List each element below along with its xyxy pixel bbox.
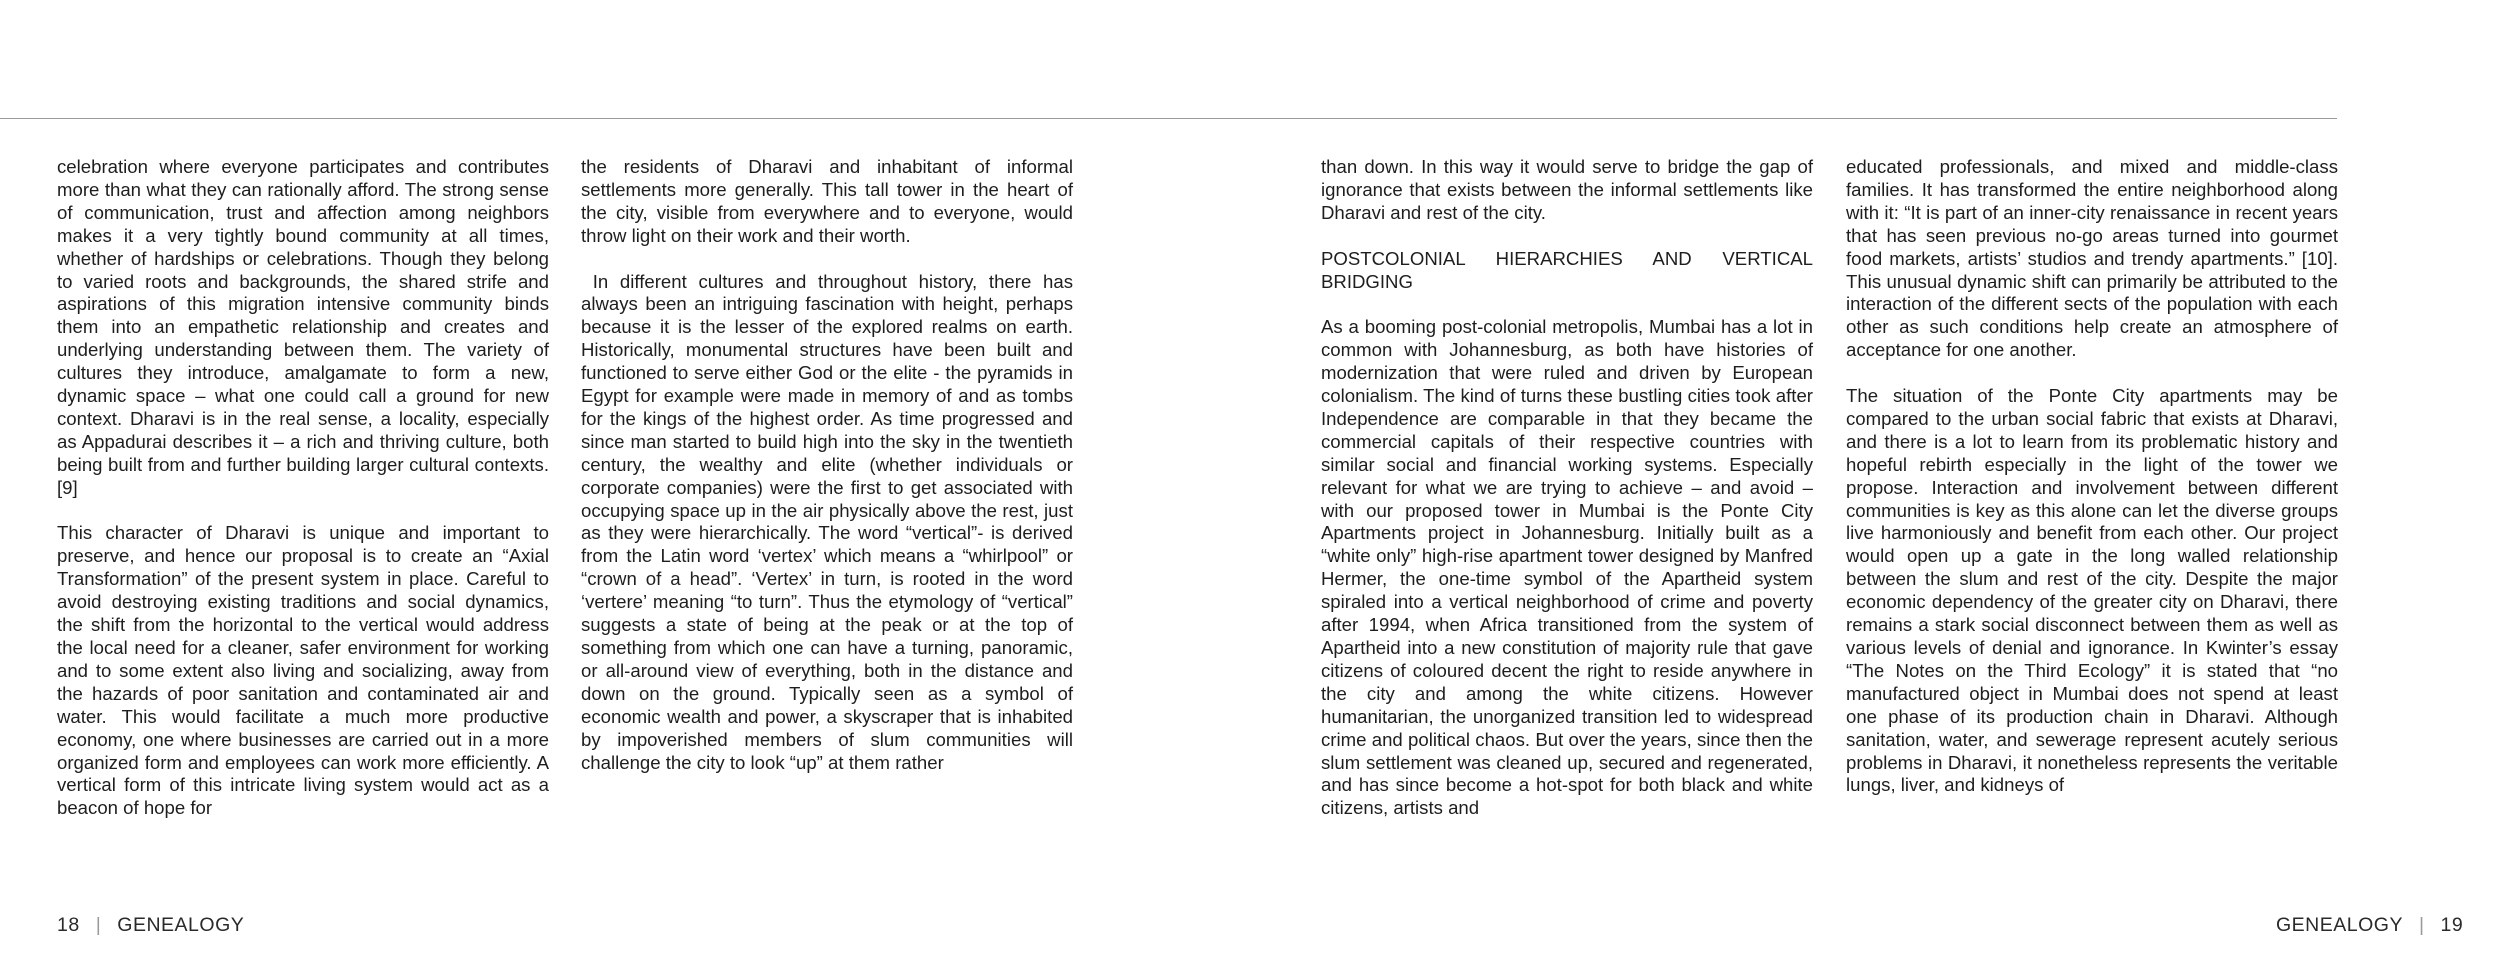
paragraph: This character of Dharavi is unique and important to preserve, and hence our proposal is to create an “Axial Transformation” of the present system in place. Careful to avoid destroying existing traditions and social dynamics, the shift from the horizontal to the vertical would address the local need for a cleaner, safer environment for working and to some extent also living and socializing, away from the hazards of poor sanitation and contaminated air and water. This would facilitate a much more productive economy, one where businesses are carried out in a more organized form and employees can work more efficiently. A vertical form of this intricate living system would act as a beacon of hope for xyxy=(57,522,549,819)
paragraph: In different cultures and throughout history, there has always been an intriguing fascination with height, perhaps because it is the lesser of the explored realms on earth. Historically, monumental structures have been built and functioned to serve either God or the elite - the pyramids in Egypt for example were made in memory of and as tombs for the kings of the highest order. As time progressed and since man started to build high into the sky in the twentieth century, the wealthy and elite (whether individuals or corporate companies) were the first to get associated with occupying space up in the air physically above the rest, just as they were hierarchically. The word “vertical”- is derived from the Latin word ‘vertex’ which means a “whirlpool” or “crown of a head”. ‘Vertex’ in turn, is rooted in the word ‘vertere’ meaning “to turn”. Thus the etymology of “vertical” suggests a state of being at the peak or at the top of something from which one can have a turning, panoramic, or all-around view of everything, both in the distance and down on the ground. Typically seen as a symbol of economic wealth and power, a skyscraper that is inhabited by impoverished members of slum communities will challenge the city to look “up” at them rather xyxy=(581,270,1079,773)
paragraph: As a booming post-colonial metropolis, Mumbai has a lot in common with Johannesburg, as both have histories of modernization that were ruled and driven by European colonialism. The kind of turns these bustling cities took after Independence are comparable in that they became the commercial capitals of their respective countries with similar social and financial working systems. Especially relevant for what we are trying to achieve – and avoid – with our proposed tower in Mumbai is the Ponte City Apartments project in Johannesburg. Initially built as a “white only” high-rise apartment tower designed by Manfred Hermer, the one-time symbol of the Apartheid system spiraled into a vertical neighborhood of crime and poverty after 1994, when Africa transitioned from the system of Apartheid into a new constitution of majority rule that gave citizens of coloured decent the right to reside anywhere in the city and among the white citizens. However humanitarian, the unorganized transition led to widespread crime and political chaos. But over the years, since then the slum settlement was cleaned up, secured and regenerated, and has since become a hot-spot for both black and white citizens, artists and xyxy=(1321,316,1813,819)
header-rule xyxy=(0,118,2337,119)
right-page-footer xyxy=(2276,914,2463,937)
paragraph: than down. In this way it would serve to bridge the gap of ignorance that exists between the informal settlements like Dharavi and rest of the city. xyxy=(1321,156,1813,223)
right-page-column-1 xyxy=(1321,156,1813,872)
footer-divider: | xyxy=(95,914,102,936)
paragraph: celebration where everyone participates and contributes more than what they can rationally afford. The strong sense of communication, trust and affection among neighbors makes it a very tightly bound community at all times, whether of hardships or celebrations. Though they belong to varied roots and backgrounds, the shared strife and aspirations of this migration intensive community binds them into an empathetic relationship and creates and underlying understanding between them. The variety of cultures they introduce, amalgamate to form a new, dynamic space – what one could call a ground for new context. Dharavi is in the real sense, a locality, especially as Appadurai describes it – a rich and thriving culture, both being built from and further building larger cultural contexts. [9] xyxy=(57,156,549,498)
page-number: 18 xyxy=(57,914,80,936)
paragraph: the residents of Dharavi and inhabitant of informal settlements more generally. This tall tower in the heart of the city, visible from everywhere and to everyone, would throw light on their work and their worth. xyxy=(581,156,1073,246)
footer-divider: | xyxy=(2418,914,2425,936)
section-heading: POSTCOLONIAL HIERARCHIES AND VERTICAL BRIDGING xyxy=(1321,247,1813,292)
paragraph: educated professionals, and mixed and middle-class families. It has transformed the entire neighborhood along with it: “It is part of an inner-city renaissance in recent years that has seen previous no-go areas turned into gourmet food markets, artists’ studios and trendy apartments.” [10]. This unusual dynamic shift can primarily be attributed to the interaction of the different sects of the population with each other as such conditions help create an atmosphere of acceptance for one another. xyxy=(1846,156,2338,361)
page-number: 19 xyxy=(2440,914,2464,936)
left-page-footer xyxy=(57,914,244,937)
left-page-column-2 xyxy=(581,156,1079,872)
paragraph: The situation of the Ponte City apartments may be compared to the urban social fabric that exists at Dharavi, and there is a lot to learn from its problematic history and hopeful rebirth especially in the light of the tower we propose. Interaction and involvement between different communities is key as this alone can let the diverse groups live harmoniously and benefit from each other. Our project would open up a gate in the long walled relationship between the slum and rest of the city. Despite the major economic dependency of the greater city on Dharavi, there remains a stark social disconnect between them as well as various levels of denial and ignorance. In Kwinter’s essay “The Notes on the Third Ecology” it is stated that “no manufactured object in Mumbai does not spend at least one phase of its production chain in Dharavi. Although sanitation, water, and sewerage represent acutely serious problems in Dharavi, it nonetheless represents the veritable lungs, liver, and kidneys of xyxy=(1846,385,2338,796)
right-page-column-2 xyxy=(1846,156,2338,872)
left-page-column-1 xyxy=(57,156,549,872)
section-name: GENEALOGY xyxy=(2276,914,2403,936)
section-name: GENEALOGY xyxy=(117,914,245,936)
